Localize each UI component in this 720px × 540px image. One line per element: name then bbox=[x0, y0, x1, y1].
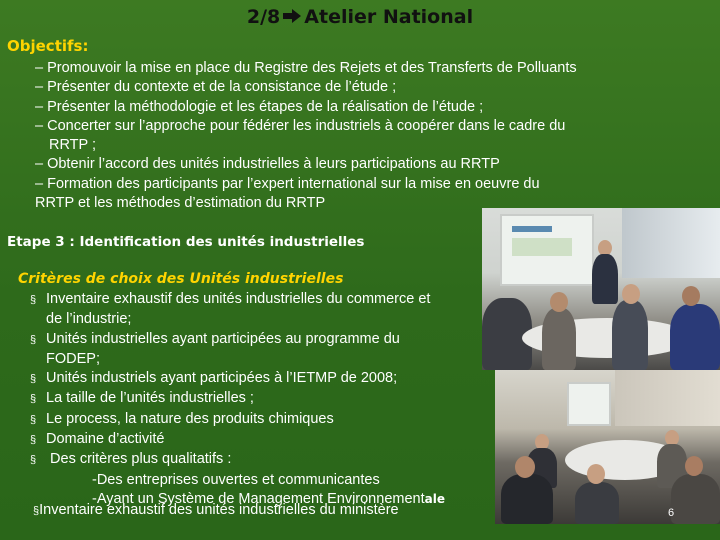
objective-item: – Obtenir l’accord des unités industrielles à leurs participations au RRTP bbox=[35, 156, 500, 173]
criteria-item-continuation: FODEP; bbox=[46, 350, 100, 367]
criteria-subitem: -Ayant un Système de Management Environnement bbox=[92, 490, 425, 507]
criteria-heading: Critères de choix des Unités industrielles bbox=[18, 271, 344, 287]
square-bullet-icon: § bbox=[30, 333, 37, 346]
arrow-right-icon bbox=[283, 6, 301, 28]
criteria-subitem: -Des entreprises ouvertes et communicantes bbox=[92, 471, 380, 488]
square-bullet-icon: § bbox=[30, 393, 37, 406]
meeting-photo-presenter bbox=[482, 208, 720, 370]
objective-item: – Formation des participants par l’expert international sur la mise en oeuvre du bbox=[35, 175, 540, 192]
criteria-item: Le process, la nature des produits chimiques bbox=[46, 410, 334, 427]
criteria-item: La taille de l’unités industrielles ; bbox=[46, 390, 254, 407]
objective-item: – Présenter du contexte et de la consistance de l’étude ; bbox=[35, 79, 397, 96]
square-bullet-icon: § bbox=[30, 413, 37, 426]
square-bullet-icon: § bbox=[30, 454, 37, 467]
square-bullet-icon: § bbox=[30, 294, 37, 306]
objective-item-continuation: RRTP et les méthodes d’estimation du RRTP bbox=[35, 195, 326, 212]
criteria-item-continuation: de l’industrie; bbox=[46, 311, 132, 328]
criteria-subitem-suffix: ale bbox=[424, 491, 445, 506]
criteria-item: Inventaire exhaustif des unités industrielles du ministère bbox=[39, 502, 399, 518]
criteria-list bbox=[30, 290, 500, 509]
title-text: Atelier National bbox=[304, 6, 474, 28]
square-bullet-icon: § bbox=[33, 505, 40, 517]
criteria-item: Unités industriels ayant participées à l’IETMP de 2008; bbox=[46, 370, 398, 387]
criteria-item: Des critères plus qualitatifs : bbox=[46, 451, 232, 468]
criteria-item: Inventaire exhaustif des unités industrielles du commerce et bbox=[46, 291, 431, 307]
criteria-item: Unités industrielles ayant participées au programme du bbox=[46, 330, 400, 347]
objective-item: – Promouvoir la mise en place du Registre des Rejets et des Transferts de Polluants bbox=[35, 60, 577, 76]
objective-item: – Concerter sur l’approche pour fédérer les industriels à coopérer dans le cadre du bbox=[35, 117, 566, 134]
objectives-heading: Objectifs: bbox=[7, 37, 89, 55]
criteria-last-item bbox=[33, 502, 399, 518]
slide-title bbox=[0, 6, 720, 28]
square-bullet-icon: § bbox=[30, 434, 37, 447]
objectives-list bbox=[35, 59, 645, 213]
meeting-photo-participants bbox=[495, 370, 720, 524]
objective-item-continuation: RRTP ; bbox=[49, 137, 97, 154]
step-heading: Etape 3 : Identification des unités industrielles bbox=[7, 234, 365, 250]
criteria-item: Domaine d’activité bbox=[46, 431, 165, 448]
square-bullet-icon: § bbox=[30, 373, 37, 386]
page-number: 6 bbox=[668, 507, 675, 519]
slide-counter: 2/8 bbox=[246, 6, 281, 28]
objective-item: – Présenter la méthodologie et les étapes de la réalisation de l’étude ; bbox=[35, 98, 484, 115]
